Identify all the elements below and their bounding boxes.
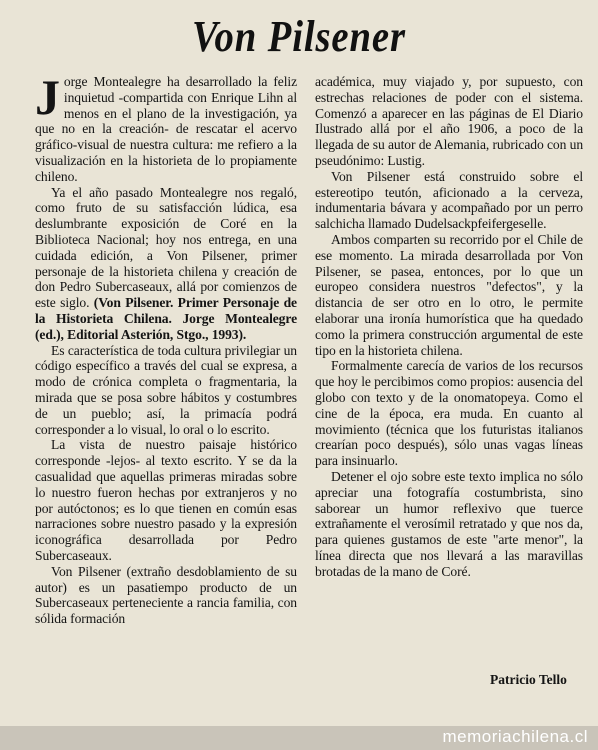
right-column: [315, 74, 583, 580]
drop-cap: J: [35, 69, 60, 125]
paragraph-1: [35, 69, 297, 185]
paragraph-6: académica, muy viajado y, por supuesto, con estrechas relaciones de poder con el sistema. Comenzó a aparecer en las páginas de El Diario Ilustrado allá por el año 1906, a poco de la llegada de su autor de Alemania, rubricado con un pseudónimo: Lustig.: [315, 74, 584, 168]
site-watermark: memoriachilena.cl: [442, 727, 588, 746]
author-signature: Patricio Tello: [490, 672, 567, 687]
paragraph-4: La vista de nuestro paisaje histórico corresponde -lejos- al texto escrito. Y se da la casualidad que aquellas primeras miradas sobre lo nuestro fueron hechas por extranjeros y no por autóctonos; es lo que tienen en común esas narraciones sobre nuestro pasado y la expresión iconográfica desarrollada por Pedro Subercaseaux.: [35, 437, 297, 563]
paragraph-9: Formalmente carecía de varios de los recursos que hoy le percibimos como propios: ausencia del globo con texto y de la onomatopeya. Como el cine de la época, era muda. En cuanto al movimiento (técnica que los futuristas italianos crearían poco después), sólo unas vagas líneas para insinuarlo.: [315, 358, 583, 469]
left-column: [35, 69, 297, 627]
paragraph-3: Es característica de toda cultura privilegiar un código específico a través del cual se expresa, a modo de crónica completa o fragmentaria, la mirada que se posa sobre hábitos y costumbres de un pueblo; así, la primacía podrá corresponder a lo visual, lo oral o lo escrito.: [35, 342, 297, 437]
paragraph-1-text: orge Montealegre ha desarrollado la feliz inquietud -compartida con Enrique Lihn al menos en el plano de la investigación, ya que no en la creación- de rescatar el acervo gráfico-visual de nuestra cultura: me refiero a la visualización en la historieta de lo propiamente chileno.: [35, 74, 297, 184]
book-citation: (Von Pilsener. Primer Personaje de la Historieta Chilena. Jorge Montealegre (ed.), Editorial Asterión, Stgo., 1993).: [35, 295, 297, 342]
paragraph-2-text: Ya el año pasado Montealegre nos regaló, como fruto de su satisfacción lúdica, esa deslumbrante exposición de Coré en la Biblioteca Nacional; hoy nos entrega, en una cuidada edición, a Von Pilsener, primer personaje de la historieta chilena y creación de don Pedro Subercaseaux, allá por comienzos de este siglo.: [35, 184, 297, 311]
paragraph-8: Ambos comparten su recorrido por el Chile de ese momento. La mirada desarrollada por Von Pilsener, se pasea, entonces, por lo que un europeo considera nuestros "defectos", y la distancia de ser otro en lo otro, le permite elaborar una ironía humorística que ha quedado como la primera construcción argumental de este tipo en la historieta chilena.: [315, 231, 583, 358]
paragraph-7: Von Pilsener está construido sobre el estereotipo teutón, aficionado a la cerveza, indumentaria bávara y acompañado por un perro salchicha llamado Dudelsackpfeifergeselle.: [315, 168, 583, 232]
paragraph-5: Von Pilsener (extraño desdoblamiento de su autor) es un pasatiempo producto de un Subercaseaux perteneciente a rancia familia, con sólida formación: [35, 563, 297, 627]
paragraph-10: Detener el ojo sobre este texto implica no sólo apreciar una fotografía costumbrista, sino saborear un humor reflexivo que tuerce extrañamente el verosímil retratado y que nos da, para quienes gustamos de este "arte menor", la línea directa que nos llevará a las maravillas brotadas de la mano de Coré.: [315, 468, 583, 579]
article-title: Von Pilsener: [192, 12, 406, 61]
paragraph-2: [35, 185, 297, 343]
